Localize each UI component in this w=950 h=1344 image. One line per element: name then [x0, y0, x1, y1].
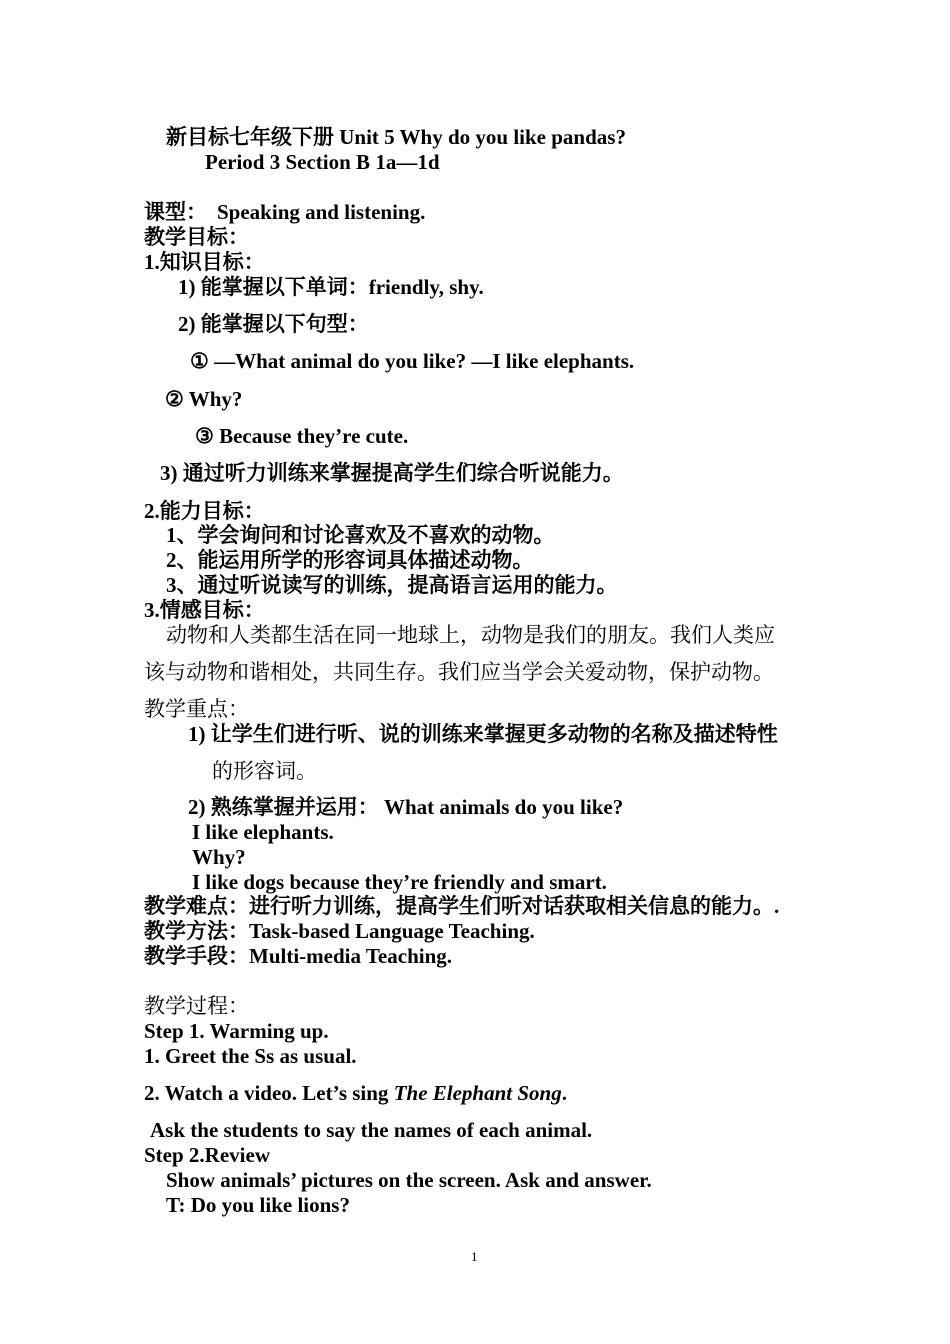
ability-heading: 2.能力目标： — [144, 499, 265, 523]
page-number: 1 — [471, 1249, 478, 1264]
key-point-2: 2) 熟练掌握并运用： What animals do you like? — [188, 795, 624, 819]
sentence-pattern-1: ① —What animal do you like? —I like elephants. — [190, 349, 635, 373]
step-1-item-2-end: . — [561, 1081, 567, 1105]
lesson-type — [144, 199, 425, 225]
key-point-2-line-2: I like elephants. — [192, 820, 334, 844]
step-1-item-2 — [144, 1080, 567, 1106]
emotion-heading: 3.情感目标： — [144, 598, 265, 622]
difficulty: 教学难点：进行听力训练，提高学生们听对话获取相关信息的能力。. — [144, 894, 780, 918]
step-1-item-3: Ask the students to say the names of each animal. — [150, 1118, 593, 1142]
title-line-1: 新目标七年级下册 Unit 5 Why do you like pandas? — [166, 125, 626, 149]
knowledge-item-1: 1) 能掌握以下单词：friendly, shy. — [178, 275, 484, 299]
ability-item-3: 3、通过听说读写的训练，提高语言运用的能力。 — [166, 573, 618, 597]
lesson-type-label: 课型： — [144, 200, 207, 224]
key-point-2-line-3: Why? — [192, 845, 246, 869]
emotion-line-2: 该与动物和谐相处，共同生存。我们应当学会关爱动物，保护动物。 — [144, 660, 774, 684]
title-line-2: Period 3 Section B 1a—1d — [205, 150, 440, 174]
emotion-line-1: 动物和人类都生活在同一地球上，动物是我们的朋友。我们人类应 — [166, 623, 775, 647]
key-point-1-line-1: 1) 让学生们进行听、说的训练来掌握更多动物的名称及描述特性 — [188, 722, 778, 746]
step-2-item-1: Show animals’ pictures on the screen. Ask and answer. — [166, 1168, 652, 1192]
key-point-2-line-4: I like dogs because they’re friendly and smart. — [192, 870, 607, 894]
step-2-heading: Step 2.Review — [144, 1143, 270, 1167]
step-1-item-1: 1. Greet the Ss as usual. — [144, 1044, 357, 1068]
lesson-type-value: Speaking and listening. — [217, 200, 426, 224]
teaching-method: 教学方法：Task-based Language Teaching. — [144, 919, 535, 943]
knowledge-item-3: 3) 通过听力训练来掌握提高学生们综合听说能力。 — [160, 461, 624, 485]
ability-item-2: 2、能运用所学的形容词具体描述动物。 — [166, 548, 534, 572]
key-point-1-line-2: 的形容词。 — [212, 759, 317, 783]
knowledge-heading: 1.知识目标： — [144, 250, 265, 274]
knowledge-item-2: 2) 能掌握以下句型： — [178, 312, 369, 336]
sentence-pattern-2: ② Why? — [165, 387, 243, 411]
ability-item-1: 1、学会询问和讨论喜欢及不喜欢的动物。 — [166, 523, 555, 547]
key-points-heading: 教学重点： — [144, 697, 249, 721]
step-1-heading: Step 1. Warming up. — [144, 1019, 329, 1043]
song-title: The Elephant Song — [393, 1081, 562, 1105]
step-2-item-2: T: Do you like lions? — [166, 1193, 350, 1217]
teaching-means: 教学手段：Multi-media Teaching. — [144, 944, 453, 968]
objectives-heading: 教学目标： — [144, 225, 249, 249]
step-1-item-2-text: 2. Watch a video. Let’s sing — [144, 1081, 394, 1105]
sentence-pattern-3: ③ Because they’re cute. — [195, 424, 409, 448]
process-heading: 教学过程： — [144, 994, 249, 1018]
